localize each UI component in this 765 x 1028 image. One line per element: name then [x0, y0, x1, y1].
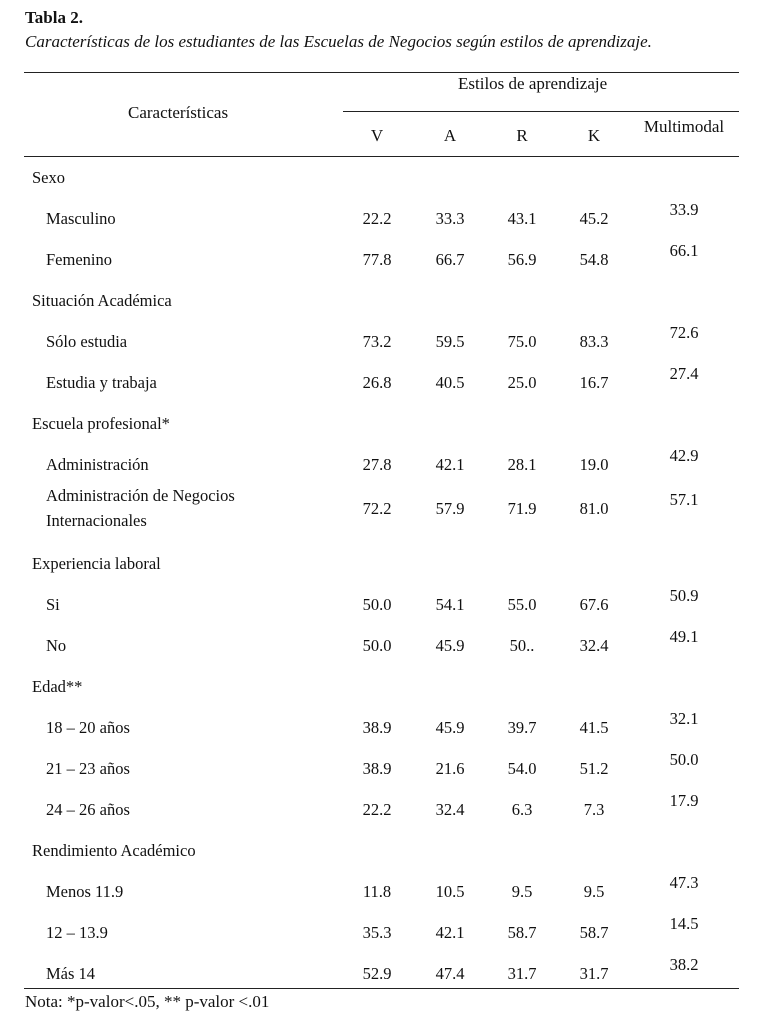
cell-r: 39.7 [507, 718, 537, 737]
cell-r: 50.. [509, 636, 535, 655]
cell-a: 45.9 [435, 636, 465, 655]
cell-v: 27.8 [362, 455, 392, 474]
cell-v: 11.8 [362, 882, 392, 901]
bottom-rule [24, 988, 739, 989]
cell-k: 16.7 [579, 373, 609, 392]
cell-multimodal: 50.0 [669, 750, 699, 769]
cell-k: 31.7 [579, 964, 609, 983]
col-header-r: R [516, 126, 528, 145]
table-caption: Características de los estudiantes de las Escuelas de Negocios según estilos de aprendizaje. [25, 32, 652, 51]
cell-multimodal: 27.4 [669, 364, 699, 383]
row-label: Menos 11.9 [46, 882, 124, 901]
cell-k: 45.2 [579, 209, 609, 228]
cell-k: 7.3 [583, 800, 605, 819]
cell-k: 58.7 [579, 923, 609, 942]
cell-a: 59.5 [435, 332, 465, 351]
cell-r: 9.5 [511, 882, 533, 901]
row-label: 24 – 26 años [46, 800, 130, 819]
cell-v: 35.3 [362, 923, 392, 942]
cell-r: 28.1 [507, 455, 537, 474]
header-bottom-rule [24, 156, 739, 157]
section-title: Situación Académica [32, 291, 172, 310]
row-label-continuation: Internacionales [46, 511, 147, 530]
table-note: Nota: *p-valor<.05, ** p-valor <.01 [25, 992, 270, 1011]
cell-r: 54.0 [507, 759, 537, 778]
section-title: Edad** [32, 677, 83, 696]
cell-r: 55.0 [507, 595, 537, 614]
cell-a: 40.5 [435, 373, 465, 392]
row-label: Masculino [46, 209, 116, 228]
col-header-v: V [370, 126, 384, 145]
cell-r: 75.0 [507, 332, 537, 351]
cell-k: 83.3 [579, 332, 609, 351]
cell-k: 81.0 [579, 499, 609, 518]
row-label: Administración de Negocios [46, 486, 235, 505]
row-label: Administración [46, 455, 149, 474]
cell-a: 33.3 [435, 209, 465, 228]
cell-v: 38.9 [362, 718, 392, 737]
col-header-a: A [443, 126, 457, 145]
cell-a: 57.9 [435, 499, 465, 518]
cell-v: 38.9 [362, 759, 392, 778]
cell-v: 50.0 [362, 595, 392, 614]
section-title: Rendimiento Académico [32, 841, 196, 860]
row-label: Sólo estudia [46, 332, 128, 351]
cell-a: 42.1 [435, 923, 465, 942]
section-title: Sexo [32, 168, 65, 187]
cell-a: 32.4 [435, 800, 465, 819]
table-label: Tabla 2. [25, 8, 83, 27]
cell-k: 51.2 [579, 759, 609, 778]
cell-r: 58.7 [507, 923, 537, 942]
cell-a: 66.7 [435, 250, 465, 269]
cell-r: 43.1 [507, 209, 537, 228]
cell-a: 54.1 [435, 595, 465, 614]
cell-a: 42.1 [435, 455, 465, 474]
cell-k: 67.6 [579, 595, 609, 614]
col-header-k: K [587, 126, 601, 145]
cell-k: 32.4 [579, 636, 609, 655]
cell-v: 26.8 [362, 373, 392, 392]
cell-v: 22.2 [362, 209, 392, 228]
cell-k: 54.8 [579, 250, 609, 269]
group-rule [343, 111, 739, 112]
cell-multimodal: 72.6 [669, 323, 699, 342]
cell-v: 52.9 [362, 964, 392, 983]
cell-v: 77.8 [362, 250, 392, 269]
row-label: Femenino [46, 250, 112, 269]
characteristics-header: Características [128, 103, 229, 122]
cell-a: 45.9 [435, 718, 465, 737]
cell-k: 19.0 [579, 455, 609, 474]
cell-a: 47.4 [435, 964, 465, 983]
cell-multimodal: 14.5 [669, 914, 699, 933]
row-label: 21 – 23 años [46, 759, 130, 778]
cell-v: 50.0 [362, 636, 392, 655]
cell-multimodal: 66.1 [669, 241, 699, 260]
cell-r: 6.3 [511, 800, 533, 819]
section-title: Escuela profesional* [32, 414, 170, 433]
row-label: 18 – 20 años [46, 718, 130, 737]
learning-styles-header: Estilos de aprendizaje [458, 74, 608, 93]
section-title: Experiencia laboral [32, 554, 161, 573]
cell-v: 72.2 [362, 499, 392, 518]
row-label: Si [46, 595, 60, 614]
cell-r: 56.9 [507, 250, 537, 269]
row-label: 12 – 13.9 [46, 923, 108, 942]
row-label: Estudia y trabaja [46, 373, 157, 392]
cell-multimodal: 17.9 [669, 791, 699, 810]
row-label: Más 14 [46, 964, 96, 983]
cell-multimodal: 32.1 [669, 709, 699, 728]
cell-k: 41.5 [579, 718, 609, 737]
cell-multimodal: 42.9 [669, 446, 699, 465]
cell-multimodal: 38.2 [669, 955, 699, 974]
cell-multimodal: 50.9 [669, 586, 699, 605]
row-label: No [46, 636, 67, 655]
top-rule [24, 72, 739, 73]
cell-multimodal: 49.1 [669, 627, 699, 646]
cell-r: 25.0 [507, 373, 537, 392]
cell-a: 10.5 [435, 882, 465, 901]
cell-multimodal: 57.1 [669, 490, 699, 509]
cell-k: 9.5 [583, 882, 605, 901]
cell-a: 21.6 [435, 759, 465, 778]
cell-v: 22.2 [362, 800, 392, 819]
cell-r: 31.7 [507, 964, 537, 983]
cell-v: 73.2 [362, 332, 392, 351]
cell-r: 71.9 [507, 499, 537, 518]
cell-multimodal: 47.3 [669, 873, 699, 892]
col-header-multimodal: Multimodal [643, 117, 725, 136]
cell-multimodal: 33.9 [669, 200, 699, 219]
